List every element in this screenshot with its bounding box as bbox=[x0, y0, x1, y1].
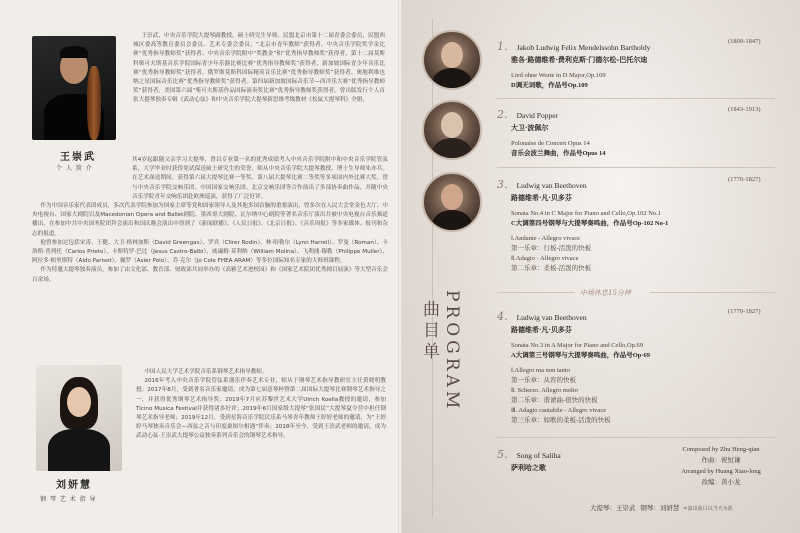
piece-4-movement-2-zh: 第二乐章：谐谑曲-很快的快板 bbox=[511, 397, 598, 404]
divider-4 bbox=[497, 437, 775, 438]
intermission-line-right bbox=[650, 292, 775, 293]
piece-2-title: Polonaise de Concert Opus 14 bbox=[511, 140, 590, 147]
piece-4-years: (1770-1827) bbox=[728, 308, 761, 315]
artist2-bio bbox=[136, 368, 386, 442]
piece-1-title: Lied ohne Worte in D Major,Op.109 bbox=[511, 72, 606, 79]
piece-2-composer: David Popper bbox=[516, 111, 559, 120]
program-divider bbox=[432, 18, 433, 518]
piece-4-title-zh: A大调第三号钢琴与大提琴奏鸣曲，作品号Op·69 bbox=[511, 352, 651, 359]
piece-3-title: Sonata No.4 in C Major for Piano and Cello,Op.102 No.1 bbox=[511, 210, 662, 217]
artist1-bio-p5: 作为特邀大提琴独奏演员，参加了由文化部、教育部、财政部共同举办的《高雅艺术进校园》和《国家艺术院团优秀剧目展演》等大型音乐会百余场。 bbox=[32, 267, 388, 283]
artist1-bio bbox=[133, 32, 385, 106]
piece-3-movement-2: Ⅱ.Adagio · Allegro vivace bbox=[511, 255, 579, 262]
performers-footer bbox=[590, 503, 733, 512]
piece-4-movement-3: Ⅲ. Adagio cantabile - Allegro vivace bbox=[511, 407, 607, 414]
divider-2 bbox=[497, 167, 775, 168]
cellist-photo bbox=[32, 36, 116, 140]
mendelssohn-portrait bbox=[422, 30, 482, 90]
footer-piano: 钢琴：刘妍慧 bbox=[640, 505, 680, 512]
piece-4 bbox=[497, 305, 777, 426]
artist1-name: 王崇武 bbox=[60, 152, 96, 163]
credit-arranged: Arranged by Huang Xiao-long bbox=[681, 468, 761, 475]
intermission-line-left bbox=[497, 292, 575, 293]
piece-3-title-zh: C大调第四号钢琴与大提琴奏鸣曲，作品号Op-102 No-1 bbox=[511, 220, 669, 227]
piece-2-composer-zh: 大卫·波佩尔 bbox=[511, 123, 549, 132]
piece-5-composer: Song of Saliha bbox=[516, 451, 561, 460]
credit-composed-zh: 作曲：祝恒谦 bbox=[701, 457, 741, 464]
footer-note: ＊演出曲目以当天为准 bbox=[682, 507, 733, 512]
footer-cello: 大提琴：王崇武 bbox=[590, 505, 636, 512]
piece-2-years: (1843-1913) bbox=[728, 106, 761, 113]
credit-arranged-zh: 改编：黄小龙 bbox=[701, 479, 741, 486]
program-title-en: PROGRAM bbox=[442, 290, 462, 413]
piece-1-number: 1. bbox=[497, 40, 508, 53]
artist2-bio-p2: 2016年考入中央音乐学院管弦系器乐伴奏艺术专业，师从于钢琴艺术指导教研室主任黄晓明教授；2017年8月，受到著名音乐家邀请，成为第七届意琴杯暨第二届国际大提琴比赛钢琴艺术指导之一，并获得优秀钢琴艺术指导奖；2019年7月应苏黎世艺术大学Ulrich Koella教授的邀请，参加Ticino Musica Festival并获得诸多好评；2019年6月国家级大提琴“张国民”大提琴夏令营中担任钢琴艺术指导老师；2019年12月，受到星海音乐学院民乐系马琴青年教师王婷婷老师的邀请，为“王婷婷马琴独奏音乐会—西弦之音与印度桑图尔相遇”伴奏；2018年至今，受到王崇武老师的邀请，成为武动心弦·王崇武大提琴公益独奏系列音乐会的钢琴艺术指导。 bbox=[136, 378, 386, 440]
beethoven-portrait bbox=[422, 172, 482, 232]
piece-3 bbox=[497, 173, 777, 274]
piece-1-composer: Jakob Ludwig Felix Mendelssohn Bartholdy bbox=[516, 43, 651, 52]
piece-3-composer: Ludwig van Beethoven bbox=[516, 181, 587, 190]
divider-1 bbox=[497, 98, 775, 99]
intermission-label: 中场休息15分钟 bbox=[580, 289, 631, 297]
piece-4-movement-3-zh: 第三乐章：如歌的柔板-活泼的快板 bbox=[511, 417, 611, 424]
artist1-bio-p2: 其4岁起跟随父亲学习大提琴，曾以专业第一名的优秀成绩考入中央音乐学院附中和中央音乐学院管弦系，大学毕业时获得免试保送硕士研究生的荣誉，师从中央音乐学院大提琴教授、博士生导师朱亦兵。在艺术深造期间，获得第六届大提琴比赛一等奖、第八届大提琴比赛二等奖等多项国内外比赛大奖。曾与中央音乐学院交响乐团、中国国家交响乐团、北京交响乐团等合作演出了多部协奏曲作品，并随中央音乐学院青年交响乐团赴欧洲巡演，获得了广泛好评。 bbox=[132, 157, 388, 200]
popper-portrait bbox=[422, 100, 482, 160]
piece-3-number: 3. bbox=[497, 178, 508, 191]
piece-4-movement-2: Ⅱ. Scherzo. Allegro molto bbox=[511, 387, 578, 394]
page-fold bbox=[398, 0, 402, 533]
program-title bbox=[419, 290, 462, 413]
piece-1-title-zh: D调无词歌，作品号Op.109 bbox=[511, 82, 588, 89]
credits bbox=[656, 444, 786, 488]
artist2-subtitle: 钢 琴 艺 术 指 导 bbox=[40, 496, 97, 503]
piece-3-movement-1: Ⅰ.Andante - Allegro vivace bbox=[511, 235, 581, 242]
piece-4-number: 4. bbox=[497, 310, 508, 323]
piece-2-number: 2. bbox=[497, 108, 508, 121]
piece-4-composer: Ludwig van Beethoven bbox=[516, 313, 587, 322]
piece-4-title: Sonata No.3 in A Major for Piano and Cello,Op.69 bbox=[511, 342, 643, 349]
piece-2-title-zh: 音乐会波兰舞曲，作品号Opus 14 bbox=[511, 150, 606, 157]
artist1-bio-p4: 他曾参加过包括宋涛、王健、大卫·格林加斯（David Greengas）、罗宾（Clirer Rodin）、林·哈勒尔（Lynn Harrell）、罗曼（Roman）、卡洛斯·普列托（Carlos Prieto）、卡斯特罗·巴比（Jesus Castro-Balbi）、威廉姆·莫利纳（William Molina）、飞利浦·穆勒（Philippe Muller）、阿拉多·帕里斯特（Aldo Parisot）、佩罗（Asier Polo）、乔·克尔（Jo Cole FHEA ARAM）等多位国际知名专家的大师班课程。 bbox=[32, 239, 388, 265]
piece-5-composer-zh: 萨利哈之歌 bbox=[511, 463, 546, 472]
artist1-bio-p1: 王崇武，中央音乐学院大提琴副教授，硕士研究生导师。民盟北京市第十二届青委会委员，民盟西城区委高等教育委员会委员、艺术专委会委员。“北京市青年教师”获得者、中央音乐学院奖学金比赛“优秀指导教师奖”获得者、中央音乐学院附中“奖教金”和“优秀指导教师奖”获得者，第十二届莫斯科柴可夫斯基音乐学院国际青少年乐器比赛比赛“优秀指导教师奖”获得者，新加坡国际青少年音乐比赛“优秀指导教师奖”获得者、俄罗斯莫斯科国际精英音乐比赛“优秀指导教师奖”获得者、奥地利维也纳之星国际音乐比赛“优秀指导教师奖”获得者。第四届新加坡国际音乐节—西洋乐大赛“优秀指导教师奖”获得者，美国第六届“柴可夫斯基作品国际演奏奖比赛”优秀指导教师奖获得者。曾出版发行个人首张大提琴独奏专辑《武动心弦》和中央音乐学院大提琴新思维考级教材《松鼠大提琴科》全册。 bbox=[133, 33, 385, 104]
piece-3-years: (1770-1827) bbox=[728, 176, 761, 183]
piece-4-movement-1-zh: 第一乐章：从容的快板 bbox=[511, 377, 576, 384]
artist1-bio-wide bbox=[32, 156, 388, 285]
piece-3-movement-2-zh: 第二乐章：柔板-活泼的快板 bbox=[511, 265, 592, 272]
artist2-name: 刘妍慧 bbox=[56, 480, 92, 491]
artist2-bio-p1: 中国人民大学艺术学院音乐系钢琴艺术指导教师。 bbox=[144, 369, 268, 375]
piece-4-composer-zh: 路德维希·凡·贝多芬 bbox=[511, 325, 572, 334]
piece-5-number: 5. bbox=[497, 448, 508, 461]
artist1-subtitle: 个 人 简 介 bbox=[56, 165, 93, 172]
piece-5 bbox=[497, 443, 637, 473]
piece-4-movement-1: Ⅰ.Allegro ma non tanto bbox=[511, 367, 570, 374]
piece-3-movement-1-zh: 第一乐章：行板-活泼的快板 bbox=[511, 245, 592, 252]
program-title-zh: 曲目单 bbox=[419, 300, 439, 363]
piece-1-years: (1809-1847) bbox=[728, 38, 761, 45]
pianist-photo bbox=[36, 365, 122, 471]
piece-3-composer-zh: 路德维希·凡·贝多芬 bbox=[511, 193, 572, 202]
credit-composed: Composed by Zhu Heng-qian bbox=[682, 446, 760, 453]
piece-1-composer-zh: 雅各·路德维希·费利克斯·门德尔松-巴托尔迪 bbox=[511, 55, 648, 64]
artist1-bio-p3: 作为中国音乐家代表团成员，多次代表学院参加为国家主席等党和国家领导人及其他多国首脑的重要演出，曾多次在人民大会堂金色大厅、中央电视台、国家大剧院以及Macedonian Opera and Ballet剧院、墨西哥大剧院、瓦尔纳中心剧院等著名音乐厅演出并被中央电视台音乐频道播出，在参加中共中央国务院团拜会演出和国庆晚会演出中得到了《新闻联播》、《人民日报》、《北京日报》、《音乐周报》等多家媒体、报刊和杂志的报道。 bbox=[32, 203, 388, 237]
